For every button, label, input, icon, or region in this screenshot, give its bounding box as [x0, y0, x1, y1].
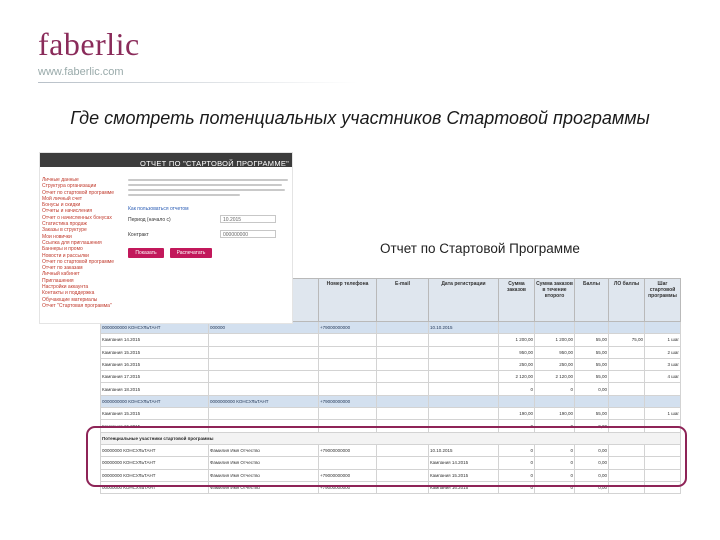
table-cell — [319, 334, 377, 346]
table-row — [101, 408, 681, 420]
table-cell: 000000 — [209, 322, 319, 334]
table-cell: 00000000 КОНСУЛЬТАНТ — [101, 444, 209, 456]
table-cell: 250,00 — [499, 358, 535, 370]
table-cell — [377, 358, 429, 370]
report-menu-item[interactable]: Баннеры и промо — [42, 246, 83, 253]
table-cell: 00000000 КОНСУЛЬТАНТ — [101, 481, 209, 493]
table-cell — [499, 395, 535, 407]
table-cell: 950,00 — [499, 346, 535, 358]
report-menu-item[interactable]: Статистика продаж — [42, 221, 87, 228]
report-menu-item[interactable]: Приглашения — [42, 277, 74, 284]
table-cell: +79000000000 — [319, 322, 377, 334]
table-cell: 10.10.2015 — [429, 444, 499, 456]
table-cell — [209, 346, 319, 358]
table-cell — [645, 322, 681, 334]
report-menu-item[interactable]: Личные данные — [42, 177, 79, 183]
table-header-cell: Сумма заказов — [499, 279, 535, 322]
table-cell: Кампания 14.2015 — [101, 334, 209, 346]
table-cell: 1 200,00 — [535, 334, 575, 346]
report-menu-item[interactable]: Отчет по стартовой программе — [42, 189, 115, 196]
table-cell: 0 — [535, 469, 575, 481]
table-header-cell: ЛО баллы — [609, 279, 645, 322]
report-menu-item[interactable]: Мой личный счет — [42, 195, 82, 202]
table-cell — [377, 395, 429, 407]
report-menu-item[interactable]: Отчет "Стартовая программа" — [42, 302, 112, 309]
report-menu-item[interactable]: Отчет по заказам — [42, 265, 83, 272]
table-cell: Кампания 15.2015 — [429, 469, 499, 481]
table-cell — [209, 383, 319, 395]
table-row — [101, 346, 681, 358]
table-cell: Фамилия Имя Отчество — [209, 469, 319, 481]
table-cell — [319, 383, 377, 395]
table-cell — [429, 334, 499, 346]
table-cell: Кампания 17.2015 — [101, 371, 209, 383]
table-cell — [609, 371, 645, 383]
table-cell: 75,00 — [609, 334, 645, 346]
table-cell — [429, 395, 499, 407]
table-cell — [535, 322, 575, 334]
table-cell: 1 шаг — [645, 408, 681, 420]
report-menu-item[interactable]: Бонусы и скидки — [42, 202, 81, 209]
table-cell — [377, 322, 429, 334]
report-title: ОТЧЕТ ПО "СТАРТОВОЙ ПРОГРАММЕ" — [140, 159, 290, 168]
table-cell: Кампания 14.2015 — [429, 457, 499, 469]
report-menu-item[interactable]: Ссылка для приглашения — [42, 239, 102, 246]
table-header-cell: Шаг стартовой программы — [645, 279, 681, 322]
slide-title: Где смотреть потенциальных участников Стартовой программы — [70, 108, 650, 128]
contract-label: Контракт — [128, 232, 149, 238]
table-cell: 190,00 — [499, 408, 535, 420]
table-cell: +79000000000 — [319, 469, 377, 481]
table-cell: 2 шаг — [645, 346, 681, 358]
table-cell — [429, 346, 499, 358]
table-cell — [609, 322, 645, 334]
table-cell — [319, 346, 377, 358]
logo-divider — [38, 82, 358, 83]
table-cell: 0 — [535, 457, 575, 469]
table-header-cell: Баллы — [575, 279, 609, 322]
print-button[interactable]: Распечатать — [170, 248, 212, 258]
table-cell: 0,00 — [575, 457, 609, 469]
table-cell: +79000000000 — [319, 481, 377, 493]
table-cell: 0 — [535, 383, 575, 395]
table-cell: Кампания 18.2015 — [101, 383, 209, 395]
table-cell — [429, 371, 499, 383]
report-menu-item[interactable]: Отчет по стартовой программе — [42, 258, 115, 265]
table-cell: 950,00 — [535, 346, 575, 358]
table-cell — [377, 408, 429, 420]
table-cell: Кампания 16.2015 — [101, 358, 209, 370]
table-cell — [319, 408, 377, 420]
table-cell: 55,00 — [575, 358, 609, 370]
report-menu-item[interactable]: Мои новички — [42, 233, 72, 240]
table-cell — [429, 383, 499, 395]
table-row — [101, 371, 681, 383]
report-menu-item[interactable]: Структура организации — [42, 183, 97, 190]
report-menu-item[interactable]: Новости и рассылки — [42, 252, 89, 259]
report-screenshot — [40, 153, 292, 323]
table-cell: 0 — [499, 383, 535, 395]
contract-field[interactable]: 000000000 — [220, 230, 276, 238]
table-cell: 3 шаг — [645, 358, 681, 370]
table-cell — [609, 383, 645, 395]
table-cell: 0000000000 КОНСУЛЬТАНТ — [101, 322, 209, 334]
table-cell: 0 — [499, 469, 535, 481]
table-cell — [377, 383, 429, 395]
table-cell: 55,00 — [575, 346, 609, 358]
report-menu-item[interactable]: Настройки аккаунта — [42, 284, 89, 291]
table-cell: 0 — [535, 444, 575, 456]
table-cell: 0 — [499, 481, 535, 493]
table-cell — [319, 358, 377, 370]
table-cell: 0 — [535, 420, 575, 432]
report-menu-item[interactable]: Личный кабинет — [42, 271, 80, 278]
table-header-cell: E-mail — [377, 279, 429, 322]
report-menu-item[interactable]: Отчет о начисленных бонусах — [42, 214, 112, 221]
table-cell — [209, 408, 319, 420]
table-cell: 55,00 — [575, 408, 609, 420]
table-cell — [609, 346, 645, 358]
table-cell: 10.10.2015 — [429, 322, 499, 334]
table-header-cell: Номер телефона — [319, 279, 377, 322]
table-cell — [377, 334, 429, 346]
table-cell: 55,00 — [575, 334, 609, 346]
table-cell — [209, 334, 319, 346]
table-cell — [609, 395, 645, 407]
table-cell — [429, 358, 499, 370]
table-cell: 0,00 — [575, 420, 609, 432]
report-menu — [42, 177, 124, 309]
table-cell — [645, 383, 681, 395]
report-menu-item[interactable]: Отчеты и начисления — [42, 208, 93, 215]
table-cell — [575, 395, 609, 407]
report-description — [128, 179, 288, 199]
table-cell: 0 — [499, 420, 535, 432]
table-cell: 00000000 КОНСУЛЬТАНТ — [101, 457, 209, 469]
table-cell: 1 шаг — [645, 334, 681, 346]
section-title: Потенциальные участники стартовой программы — [101, 432, 681, 444]
table-row — [101, 334, 681, 346]
table-cell: Кампания 16.2015 — [101, 420, 209, 432]
table-cell: Кампания 15.2015 — [101, 408, 209, 420]
report-menu-item[interactable]: Обучающие материалы — [42, 296, 98, 303]
table-header-cell: Сумма заказов в течение второго — [535, 279, 575, 322]
table-cell — [535, 395, 575, 407]
table-cell: 0,00 — [575, 444, 609, 456]
table-cell — [319, 371, 377, 383]
table-cell — [645, 395, 681, 407]
table-cell: 0000000000 КОНСУЛЬТАНТ — [101, 395, 209, 407]
table-cell — [575, 322, 609, 334]
table-cell: Фамилия Имя Отчество — [209, 444, 319, 456]
group-row — [101, 395, 681, 407]
table-cell: 0000000000 КОНСУЛЬТАНТ — [209, 395, 319, 407]
report-caption: Отчет по Стартовой Программе — [380, 241, 580, 256]
show-button[interactable]: Показать — [128, 248, 164, 258]
table-cell: 0,00 — [575, 469, 609, 481]
table-cell: Фамилия Имя Отчество — [209, 457, 319, 469]
table-cell — [377, 346, 429, 358]
table-cell: 250,00 — [535, 358, 575, 370]
table-cell: 4 шаг — [645, 371, 681, 383]
table-cell — [429, 408, 499, 420]
report-menu-item[interactable]: Контакты и поддержка — [42, 290, 95, 297]
group-row — [101, 322, 681, 334]
brand-url: www.faberlic.com — [38, 66, 124, 78]
report-menu-item[interactable]: Заказы в структуре — [42, 227, 87, 234]
table-cell: 0 — [535, 481, 575, 493]
table-cell — [209, 371, 319, 383]
table-cell — [609, 408, 645, 420]
table-cell: 190,00 — [535, 408, 575, 420]
table-cell: 0 — [499, 457, 535, 469]
table-cell: +79000000000 — [319, 395, 377, 407]
table-cell: 0,00 — [575, 481, 609, 493]
table-row — [101, 383, 681, 395]
table-header-cell: Дата регистрации — [429, 279, 499, 322]
table-cell: Фамилия Имя Отчество — [209, 481, 319, 493]
table-row — [101, 358, 681, 370]
period-field[interactable]: 10.2015 — [220, 215, 276, 223]
table-cell — [209, 358, 319, 370]
table-cell — [377, 371, 429, 383]
potential-participants-highlight — [86, 426, 687, 487]
table-cell: 1 200,00 — [499, 334, 535, 346]
period-label: Период (начало с) — [128, 217, 171, 223]
table-cell: Кампания 15.2015 — [101, 346, 209, 358]
table-cell: Кампания 16.2015 — [429, 481, 499, 493]
table-cell: 55,00 — [575, 371, 609, 383]
faberlic-logo: faberlic — [38, 26, 140, 62]
table-cell: +79000000000 — [319, 444, 377, 456]
table-cell: 0 — [499, 444, 535, 456]
table-cell — [609, 358, 645, 370]
table-cell: 2 120,00 — [535, 371, 575, 383]
table-cell: 00000000 КОНСУЛЬТАНТ — [101, 469, 209, 481]
table-cell: 0,00 — [575, 383, 609, 395]
table-cell — [499, 322, 535, 334]
table-cell: 2 120,00 — [499, 371, 535, 383]
how-to-link[interactable]: Как пользоваться отчетом — [128, 206, 189, 212]
